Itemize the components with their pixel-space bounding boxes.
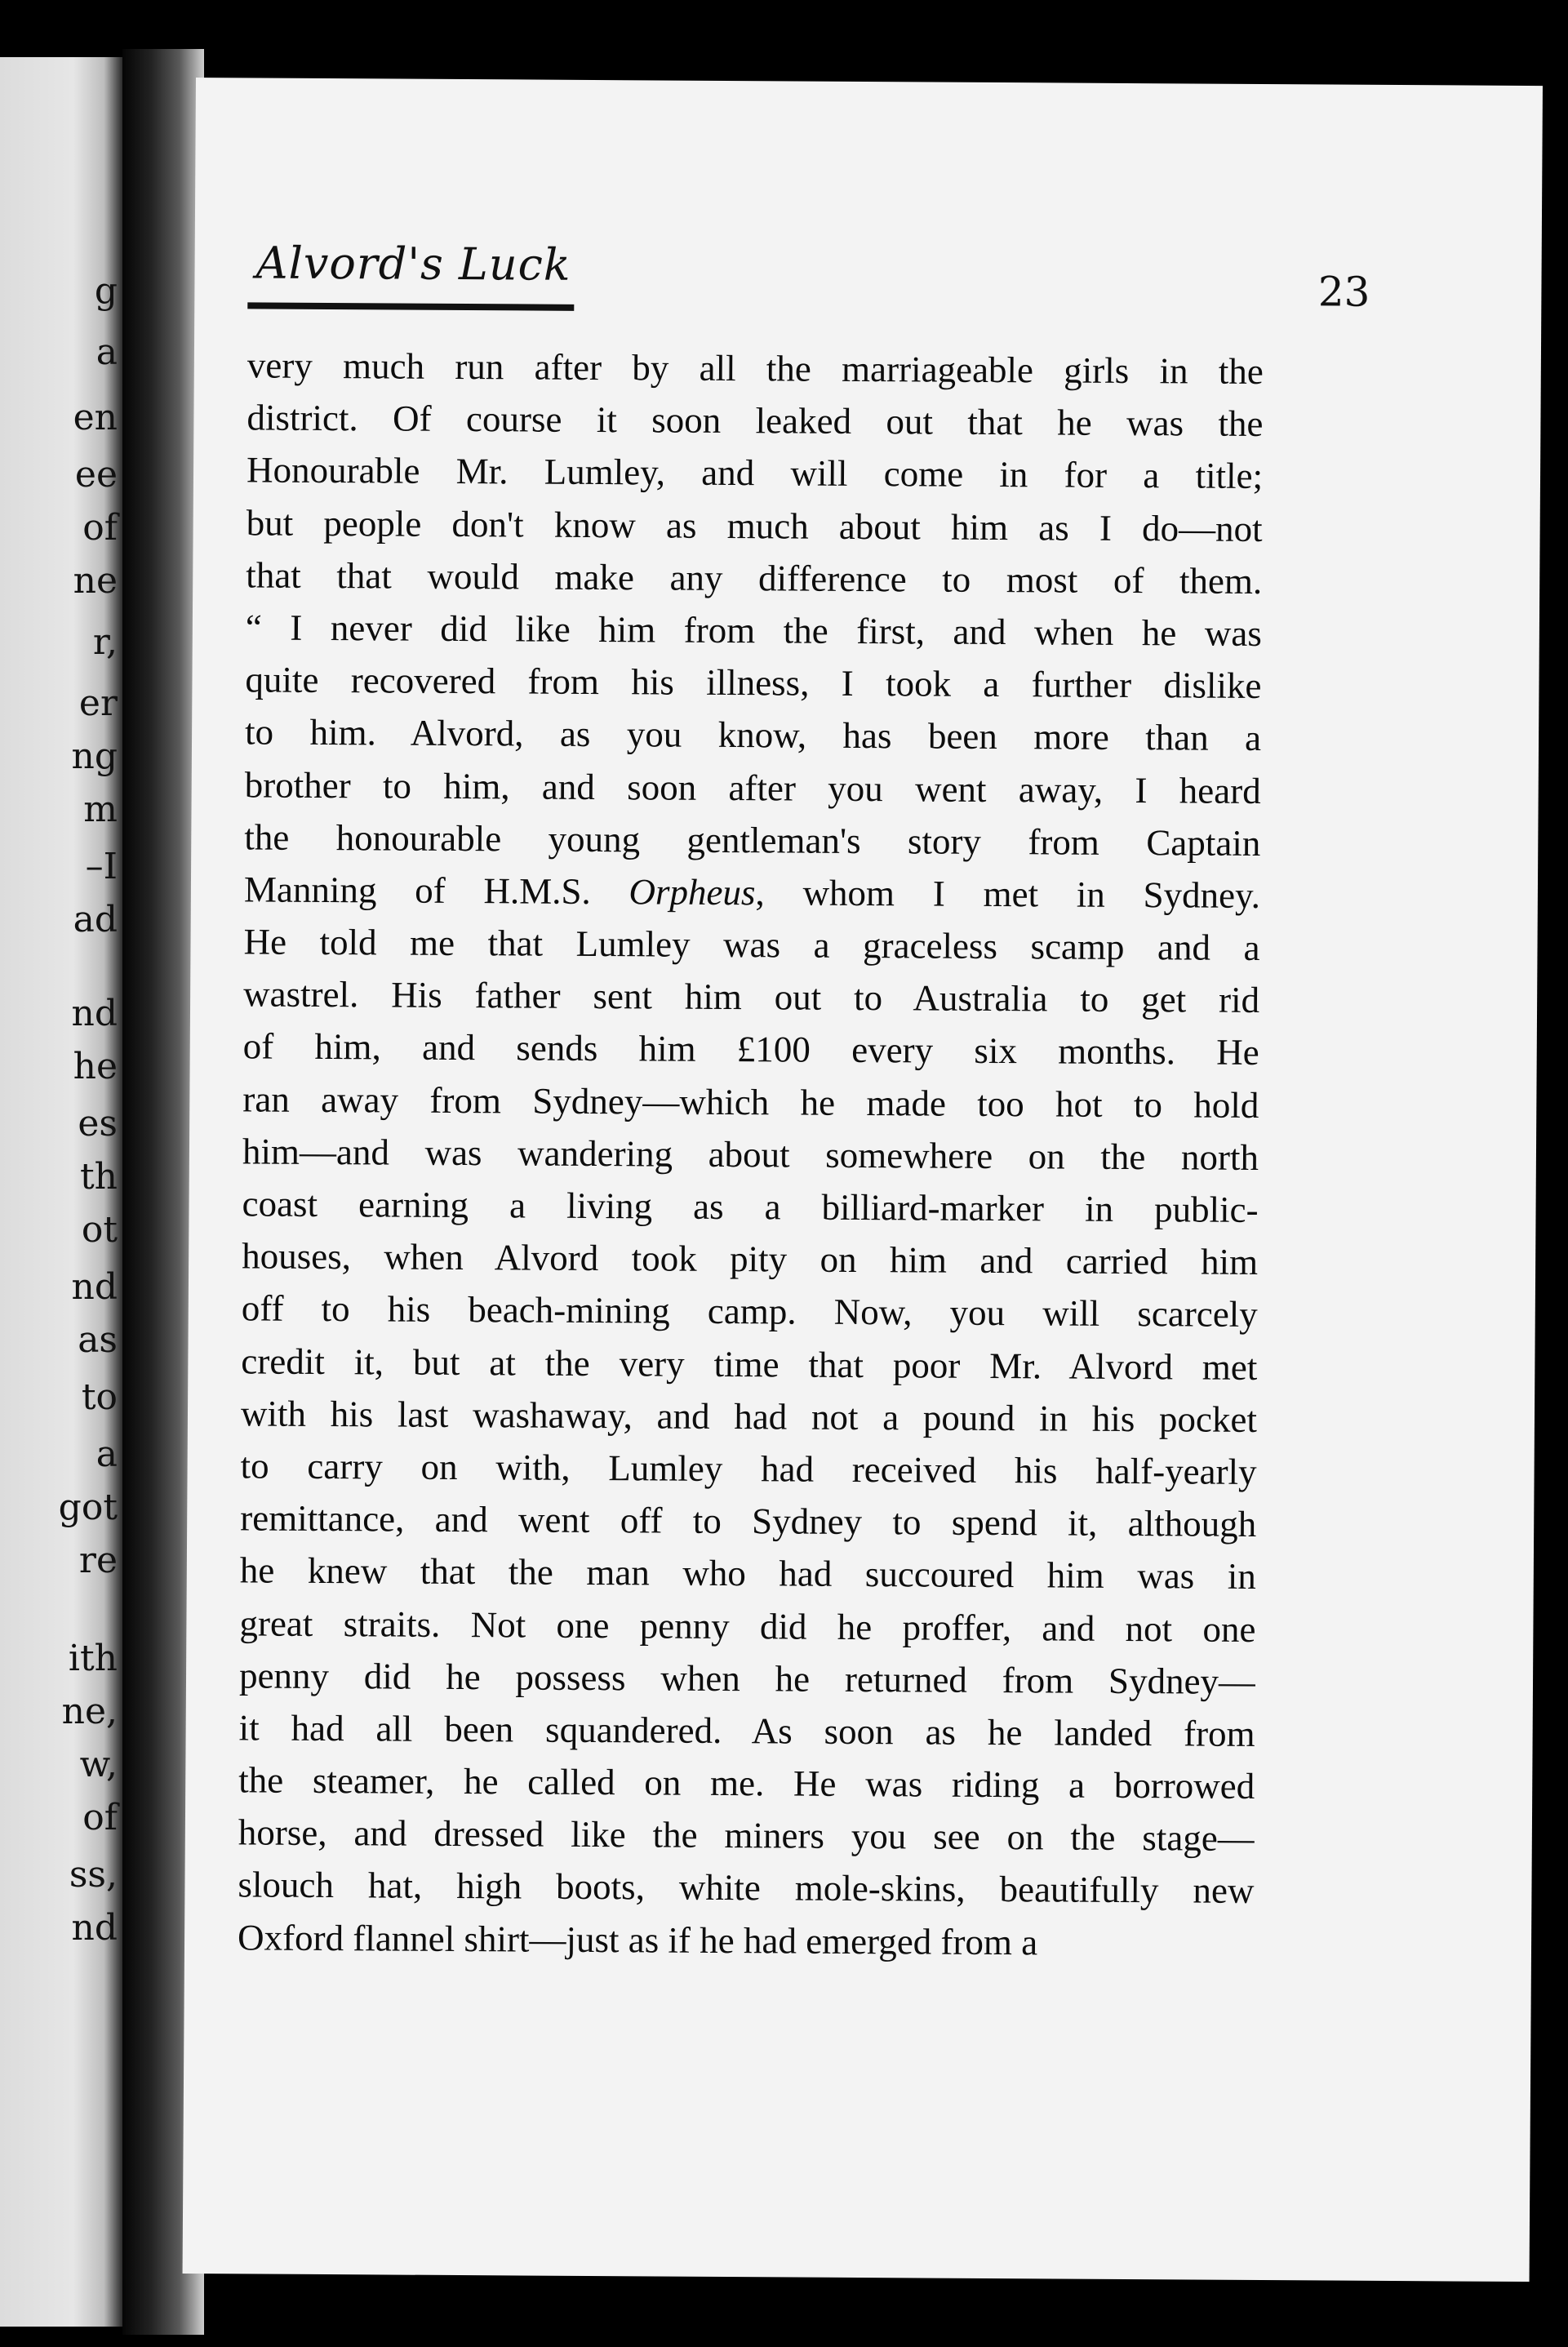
text-line: of him, and sends him £100 every six months. He (242, 1025, 1259, 1073)
text-line: off to his beach-mining camp. Now, you will scarcely (241, 1287, 1258, 1336)
left-facing-page (0, 57, 122, 2327)
left-page-fragment: nd (71, 1266, 118, 1308)
left-page-fragment: r, (92, 621, 118, 663)
left-page-fragment: nd (71, 993, 118, 1034)
text-line: horse, and dressed like the miners you see on the stage— (238, 1811, 1255, 1860)
left-page-fragment: a (96, 331, 118, 373)
left-page-fragment: ne, (61, 1691, 118, 1732)
text-line: coast earning a living as a billiard-marker in public- (242, 1183, 1259, 1230)
left-page-fragment: to (81, 1376, 118, 1418)
text-segment: , whom I met in Sydney. (755, 872, 1261, 916)
text-line: remittance, and went off to Sydney to spend it, although (240, 1497, 1257, 1545)
text-line: district. Of course it soon leaked out that he was the (247, 397, 1264, 445)
text-line: it had all been squandered. As soon as he landed from (238, 1707, 1255, 1754)
text-line: ran away from Sydney—which he made too hot to hold (242, 1078, 1259, 1126)
left-page-fragment: ith (68, 1638, 118, 1679)
text-line: penny did he possess when he returned from Sydney— (238, 1655, 1256, 1702)
right-page (183, 78, 1543, 2282)
left-page-fragment: as (78, 1319, 118, 1361)
left-page-fragment: he (73, 1046, 118, 1087)
left-page-fragment: of (82, 507, 118, 549)
left-page-fragment: re (78, 1540, 118, 1581)
left-page-fragment: ss, (69, 1854, 118, 1896)
text-segment: Manning of H.M.S. (243, 869, 591, 912)
running-head: Alvord's Luck (255, 237, 571, 291)
left-page-fragment: ng (71, 736, 118, 777)
left-page-fragment: m (83, 789, 118, 830)
left-page-fragment: ad (73, 899, 118, 940)
left-page-fragment: er (78, 682, 118, 724)
text-line: to carry on with, Lumley had received his half-yearly (240, 1445, 1257, 1492)
text-line: the steamer, he called on me. He was riding a borrowed (238, 1759, 1255, 1807)
text-line: quite recovered from his illness, I took a further dislike (245, 659, 1262, 707)
running-head-rule (247, 302, 574, 310)
text-line: “ I never did like him from the first, and when he was (245, 607, 1263, 654)
left-page-fragment: es (78, 1103, 118, 1145)
left-page-fragment: g (94, 270, 118, 312)
text-line: slouch hat, high boots, white mole-skins, beautifully new (238, 1864, 1255, 1912)
text-line: Oxford flannel shirt—just as if he had emerged from a (237, 1916, 1038, 1963)
text-line: brother to him, and soon after you went away, I heard (244, 763, 1261, 811)
left-page-fragment: of (82, 1797, 118, 1838)
text-line: that that would make any difference to most of them. (246, 554, 1263, 602)
left-page-fragment: ne (73, 560, 118, 602)
text-line: but people don't know as much about him as I do—not (246, 501, 1263, 549)
left-page-fragment: –I (85, 846, 118, 887)
text-line-with-ship-name (244, 863, 1260, 922)
left-page-fragment: ee (74, 454, 118, 496)
left-page-fragment: nd (71, 1907, 118, 1949)
left-page-fragment: th (79, 1156, 118, 1198)
ship-name-italic: Orpheus (629, 871, 756, 913)
text-line: to him. Alvord, as you know, has been more than a (244, 711, 1262, 759)
text-line: Honourable Mr. Lumley, and will come in for a title; (246, 449, 1264, 497)
text-line: wastrel. His father sent him out to Australia to get rid (242, 973, 1260, 1021)
text-line: He told me that Lumley was a graceless scamp and a (243, 921, 1260, 969)
text-line: very much run after by all the marriageable girls in the (247, 344, 1264, 392)
left-page-fragment: en (73, 397, 118, 438)
body-text (238, 339, 1264, 1969)
text-line: great straits. Not one penny did he proffer, and not one (239, 1602, 1256, 1650)
left-page-fragment: ot (81, 1209, 118, 1251)
text-line: he knew that the man who had succoured him was in (239, 1549, 1256, 1598)
text-line: the honourable young gentleman's story from Captain (244, 816, 1261, 864)
left-page-fragment: w, (79, 1744, 118, 1785)
text-line: houses, when Alvord took pity on him and carried him (242, 1235, 1259, 1283)
left-page-fragment: got (58, 1487, 118, 1528)
text-line: credit it, but at the very time that poor Mr. Alvord met (241, 1340, 1258, 1388)
text-line: him—and was wandering about somewhere on the north (242, 1131, 1259, 1178)
left-page-fragment: a (96, 1434, 118, 1475)
page-number: 23 (1317, 268, 1370, 316)
text-line: with his last washaway, and had not a pound in his pocket (240, 1393, 1258, 1440)
